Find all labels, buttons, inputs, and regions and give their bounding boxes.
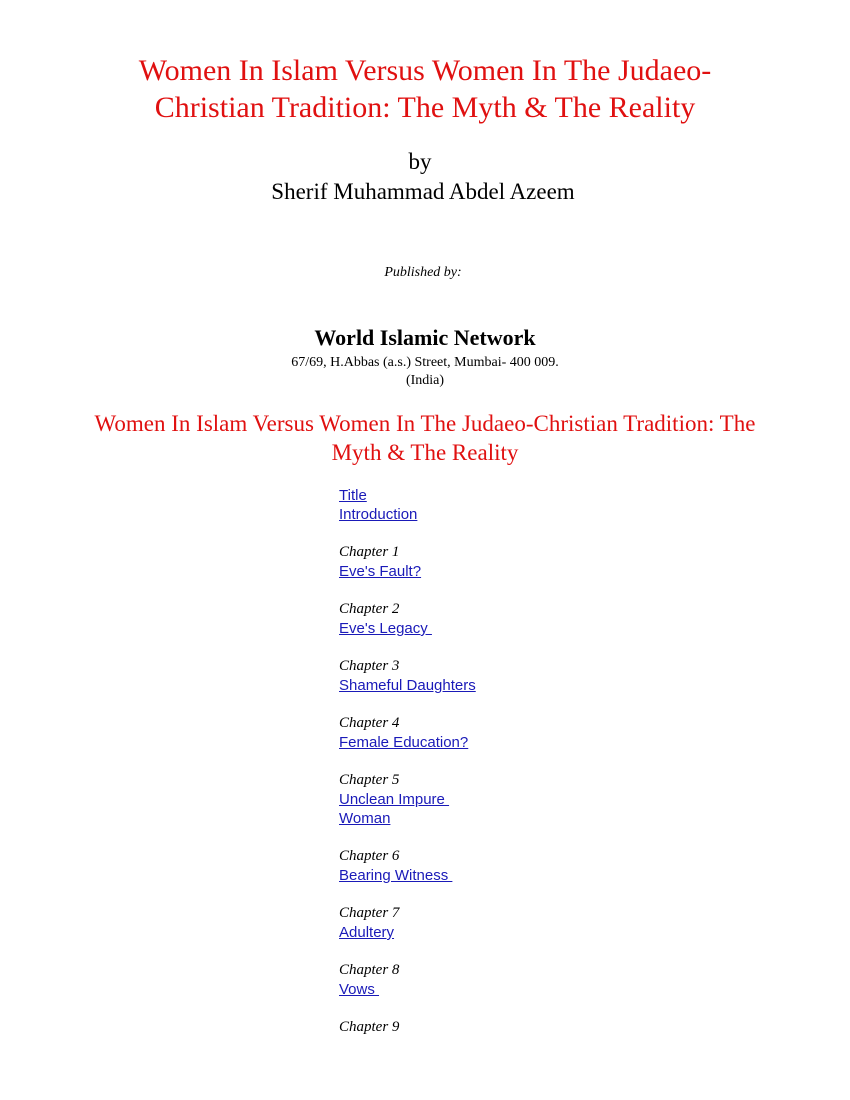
toc-chapter-link[interactable]: Unclean Impure (339, 791, 450, 808)
title-line-1: Women In Islam Versus Women In The Judaeo- (138, 54, 712, 87)
address-line-1: 67/69, H.Abbas (a.s.) Street, Mumbai- 400 009. (291, 355, 559, 370)
page-title (0, 52, 850, 126)
toc-chapter-label: Chapter 4 (339, 715, 400, 731)
toc-chapter-link[interactable]: Bearing Witness (339, 867, 453, 884)
toc-spacer (339, 581, 759, 600)
toc-chapter-label: Chapter 3 (339, 658, 400, 674)
by-label: by (408, 149, 432, 174)
toc-chapter-label: Chapter 8 (339, 962, 400, 978)
toc-chapter-link[interactable]: Woman (339, 810, 391, 827)
toc-chapter-list (339, 524, 759, 1037)
toc-spacer (339, 638, 759, 657)
toc-spacer (339, 999, 759, 1018)
toc-chapter-link[interactable]: Eve's Legacy (339, 620, 432, 637)
author-name: Sherif Muhammad Abdel Azeem (271, 179, 575, 204)
table-of-contents (339, 486, 759, 1037)
toc-chapter-link[interactable]: Adultery (339, 924, 395, 941)
toc-chapter-link[interactable]: Vows (339, 981, 380, 998)
toc-chapter-link[interactable]: Female Education? (339, 734, 469, 751)
document-subtitle (0, 409, 850, 467)
toc-chapter-label: Chapter 6 (339, 848, 400, 864)
toc-link-introduction[interactable]: Introduction (339, 506, 418, 523)
toc-link-title[interactable]: Title (339, 487, 367, 504)
subtitle-line-1: Women In Islam Versus Women In The Judaeo-Christian Tradition: The (94, 411, 756, 436)
toc-spacer (339, 885, 759, 904)
toc-spacer (339, 752, 759, 771)
toc-chapter-link[interactable]: Shameful Daughters (339, 677, 476, 694)
toc-spacer (339, 524, 759, 543)
publisher-address (0, 354, 850, 390)
toc-chapter-label: Chapter 2 (339, 601, 400, 617)
title-line-2: Christian Tradition: The Myth & The Reality (154, 91, 696, 124)
toc-chapter-link[interactable]: Eve's Fault? (339, 563, 422, 580)
publisher-name: World Islamic Network (314, 325, 536, 350)
toc-spacer (339, 695, 759, 714)
address-line-2: (India) (405, 373, 445, 388)
toc-chapter-label: Chapter 9 (339, 1019, 400, 1035)
published-by-label: Published by: (384, 265, 462, 280)
toc-chapter-label: Chapter 5 (339, 772, 400, 788)
toc-chapter-label: Chapter 1 (339, 544, 400, 560)
subtitle-line-2: Myth & The Reality (331, 440, 519, 465)
toc-chapter-label: Chapter 7 (339, 905, 400, 921)
toc-spacer (339, 828, 759, 847)
toc-spacer (339, 942, 759, 961)
